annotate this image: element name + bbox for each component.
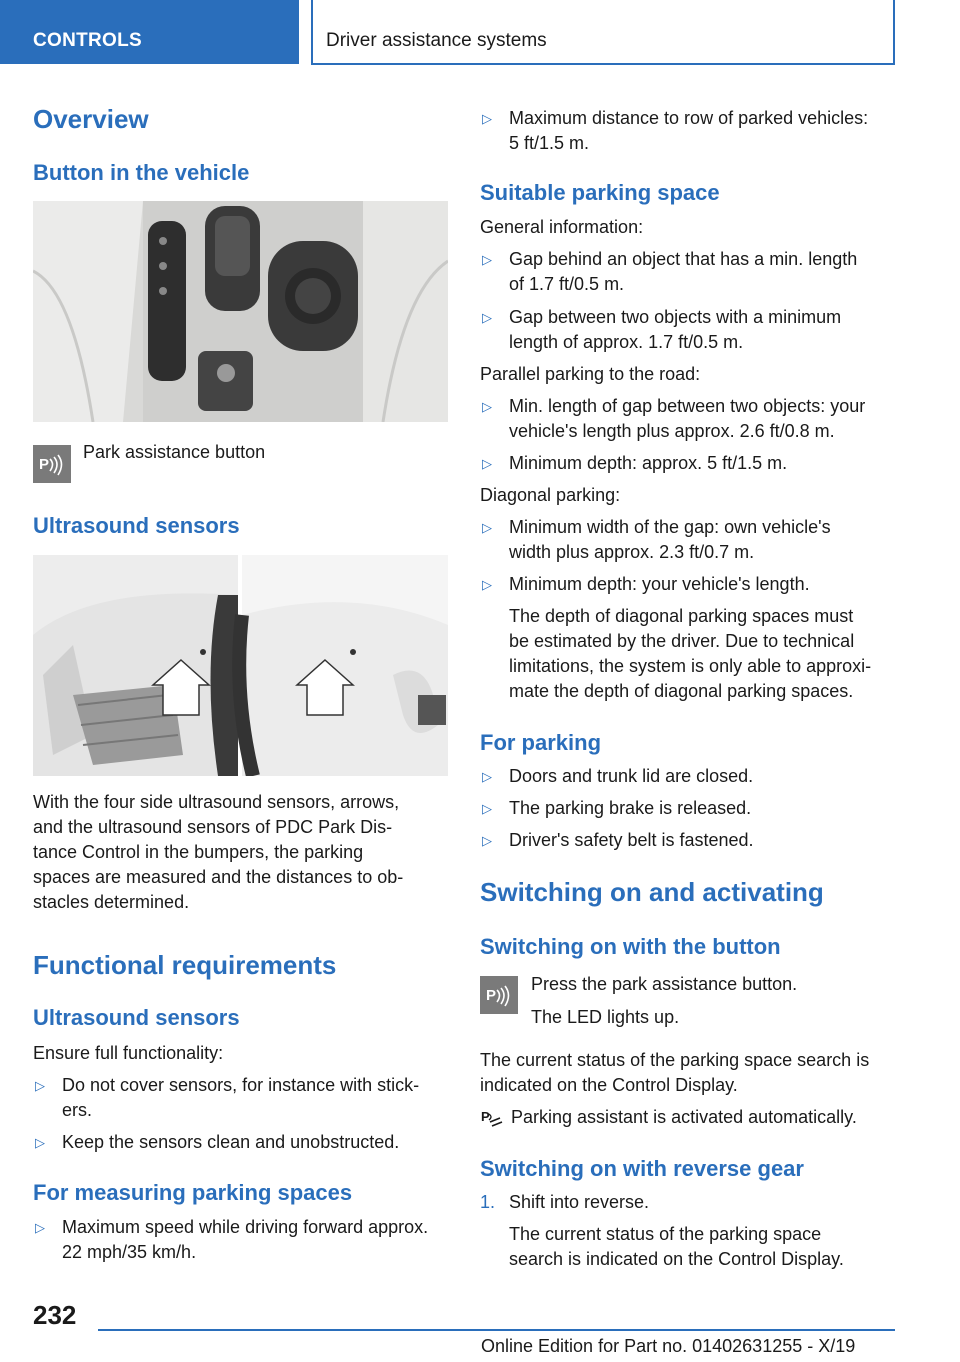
func-ultrasound-heading: Ultrasound sensors <box>33 1005 240 1030</box>
text-line: limitations, the system is only able to approxi‐ <box>509 656 872 676</box>
text-line: tance Control in the bumpers, the parking <box>33 842 364 862</box>
general-intro: General information: <box>480 217 644 237</box>
bullet-item <box>33 1130 453 1155</box>
edition-text: Online Edition for Part no. 01402631255 - X/19 <box>481 1336 856 1356</box>
press-instruction: Press the park assistance button. <box>531 974 798 994</box>
switching-heading: Switching on and activating <box>480 877 824 907</box>
text-line: Minimum depth: approx. 5 ft/1.5 m. <box>509 453 788 473</box>
text-line: Gap between two objects with a minimum <box>509 307 842 327</box>
bullet-item <box>33 1073 453 1123</box>
footer-rule <box>98 1329 895 1331</box>
step-number: 1. <box>480 1192 496 1212</box>
bullet-item <box>480 305 900 355</box>
triangle-right-icon: ▷ <box>482 310 492 325</box>
triangle-right-icon: ▷ <box>482 520 492 535</box>
text-line: Keep the sensors clean and unobstructed. <box>62 1132 400 1152</box>
triangle-right-icon: ▷ <box>482 801 492 816</box>
text-line: Maximum distance to row of parked vehicles: <box>509 108 869 128</box>
text-line: 5 ft/1.5 m. <box>509 133 590 153</box>
text-line: With the four side ultrasound sensors, arrows, <box>33 792 400 812</box>
bullet-item <box>480 828 900 853</box>
bullet-item <box>480 515 900 565</box>
ultrasound-heading: Ultrasound sensors <box>33 513 240 538</box>
page-number: 232 <box>33 1300 77 1330</box>
section-tab <box>0 0 299 64</box>
text-line: Minimum width of the gap: own vehicle's <box>509 517 831 537</box>
status-text <box>480 1048 910 1098</box>
numbered-step <box>480 1190 900 1215</box>
func-intro: Ensure full functionality: <box>33 1043 224 1063</box>
text-line: 22 mph/35 km/h. <box>62 1242 197 1262</box>
triangle-right-icon: ▷ <box>482 769 492 784</box>
text-line: Shift into reverse. <box>509 1192 650 1212</box>
reverse-note <box>509 1222 904 1272</box>
suitable-heading: Suitable parking space <box>480 180 720 205</box>
text-line: Minimum depth: your vehicle's length. <box>509 574 810 594</box>
for-parking-heading: For parking <box>480 730 602 755</box>
bullet-item <box>480 451 900 476</box>
text-line: mate the depth of diagonal parking spaces. <box>509 681 854 701</box>
text-line: Driver's safety belt is fastened. <box>509 830 754 850</box>
svg-text:P: P <box>39 456 50 473</box>
park-assist-icon <box>33 445 71 483</box>
ultrasound-description <box>33 790 453 915</box>
text-line: Do not cover sensors, for instance with stick‐ <box>62 1075 420 1095</box>
reverse-heading: Switching on with reverse gear <box>480 1156 804 1181</box>
text-line: The parking brake is released. <box>509 798 752 818</box>
text-line: Doors and trunk lid are closed. <box>509 766 754 786</box>
overview-heading: Overview <box>33 104 149 134</box>
text-line: Min. length of gap between two objects: your <box>509 396 866 416</box>
parking-assistant-icon <box>480 1106 504 1130</box>
text-line: length of approx. 1.7 ft/0.5 m. <box>509 332 744 352</box>
chapter-title: Driver assistance systems <box>326 30 547 51</box>
bullet-item <box>480 106 900 156</box>
bullet-item <box>480 247 900 297</box>
ultrasound-sensors-photo <box>33 555 448 776</box>
text-line: spaces are measured and the distances to ob‐ <box>33 867 404 887</box>
bullet-item <box>480 764 900 789</box>
text-line: width plus approx. 2.3 ft/0.7 m. <box>509 542 755 562</box>
button-heading: Button in the vehicle <box>33 160 250 185</box>
park-assist-caption: Park assistance button <box>83 442 266 462</box>
svg-text:P: P <box>486 987 497 1004</box>
section-tab-label: CONTROLS <box>33 30 143 51</box>
text-line: be estimated by the driver. Due to technical <box>509 631 855 651</box>
bullet-item <box>480 796 900 821</box>
park-assist-icon <box>480 976 518 1014</box>
svg-text:P: P <box>481 1109 490 1124</box>
text-line: stacles determined. <box>33 892 190 912</box>
triangle-right-icon: ▷ <box>35 1135 45 1150</box>
switch-button-heading: Switching on with the button <box>480 934 781 959</box>
text-line: ers. <box>62 1100 93 1120</box>
vehicle-console-photo <box>33 201 448 422</box>
diagonal-intro: Diagonal parking: <box>480 485 621 505</box>
text-line: Gap behind an object that has a min. length <box>509 249 858 269</box>
bullet-item <box>480 572 900 597</box>
triangle-right-icon: ▷ <box>482 399 492 414</box>
triangle-right-icon: ▷ <box>35 1078 45 1093</box>
parallel-intro: Parallel parking to the road: <box>480 364 701 384</box>
text-line: The current status of the parking space <box>509 1224 822 1244</box>
triangle-right-icon: ▷ <box>482 833 492 848</box>
led-text: The LED lights up. <box>531 1007 680 1027</box>
diagonal-note <box>509 604 904 704</box>
text-line: The depth of diagonal parking spaces must <box>509 606 854 626</box>
triangle-right-icon: ▷ <box>482 456 492 471</box>
text-line: Maximum speed while driving forward approx. <box>62 1217 429 1237</box>
bullet-item <box>33 1215 453 1265</box>
header-underline <box>311 63 895 65</box>
text-line: The current status of the parking space search is <box>480 1050 870 1070</box>
text-line: indicated on the Control Display. <box>480 1075 738 1095</box>
functional-requirements-heading: Functional requirements <box>33 950 337 980</box>
triangle-right-icon: ▷ <box>35 1220 45 1235</box>
measuring-heading: For measuring parking spaces <box>33 1180 353 1205</box>
triangle-right-icon: ▷ <box>482 111 492 126</box>
text-line: vehicle's length plus approx. 2.6 ft/0.8 m. <box>509 421 835 441</box>
text-line: of 1.7 ft/0.5 m. <box>509 274 625 294</box>
text-line: search is indicated on the Control Display. <box>509 1249 844 1269</box>
auto-activated-text: Parking assistant is activated automatically. <box>511 1107 857 1127</box>
header-divider-right <box>893 0 895 64</box>
bullet-item <box>480 394 900 444</box>
triangle-right-icon: ▷ <box>482 577 492 592</box>
header-divider <box>311 0 313 64</box>
text-line: and the ultrasound sensors of PDC Park Dis‐ <box>33 817 393 837</box>
triangle-right-icon: ▷ <box>482 252 492 267</box>
